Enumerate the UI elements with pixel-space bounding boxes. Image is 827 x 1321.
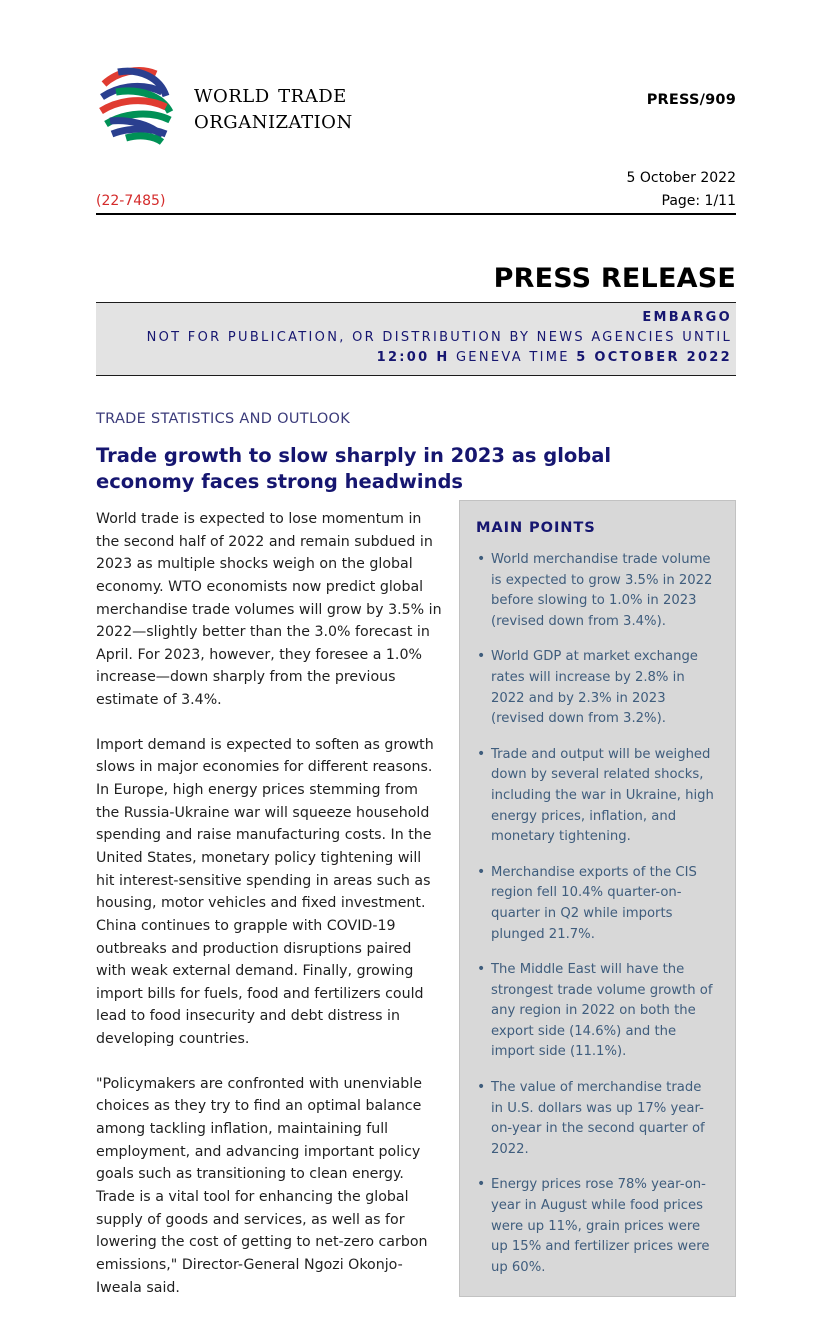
list-item: • Merchandise exports of the CIS region fell 10.4% quarter-on-quarter in Q2 while imports plunged 21.7%. bbox=[476, 863, 717, 945]
list-item: • The value of merchandise trade in U.S. dollars was up 17% year-on-year in the second quarter of 2022. bbox=[476, 1078, 717, 1160]
document-header bbox=[96, 62, 736, 215]
press-release-title: PRESS RELEASE bbox=[493, 263, 736, 294]
embargo-time: 12:00 H bbox=[376, 350, 450, 366]
article-paragraph: "Policymakers are confronted with unenviable choices as they try to find an optimal balance among tackling inflation, maintaining full employment, and advancing important policy goals such as transitioning to clean energy. Trade is a vital tool for enhancing the global supply of goods and services, as well as for lowering the cost of getting to net-zero carbon emissions," Director-General Ngozi Okonjo-Iweala said. bbox=[96, 1075, 428, 1296]
embargo-date: 5 OCTOBER 2022 bbox=[576, 350, 732, 366]
document-date: 5 October 2022 bbox=[626, 170, 736, 186]
embargo-timezone: GENEVA TIME bbox=[455, 350, 570, 366]
article-paragraph: Import demand is expected to soften as growth slows in major economies for different reasons. In Europe, high energy prices stemming from the Russia-Ukraine war will squeeze household spending and raise manufacturing costs. In the United States, monetary policy tightening will hit interest-sensitive spending in areas such as housing, motor vehicles and fixed investment. China continues to grapple with COVID-19 outbreaks and production disruptions paired with weak external demand. Finally, growing import bills for fuels, food and fertilizers could lead to food insecurity and debt distress in developing countries. bbox=[96, 736, 434, 1048]
list-item: • Trade and output will be weighed down by several related shocks, including the war in Ukraine, high energy prices, inflation, and monetary tightening. bbox=[476, 745, 717, 848]
page-number: Page: 1/11 bbox=[661, 193, 736, 209]
embargo-datetime bbox=[100, 348, 732, 368]
wordmark-line-1: world trade bbox=[194, 78, 347, 108]
header-top-row bbox=[96, 62, 736, 148]
wto-branding bbox=[96, 62, 353, 148]
embargo-restriction: NOT FOR PUBLICATION, OR DISTRIBUTION BY NEWS AGENCIES UNTIL bbox=[146, 330, 732, 346]
embargo-label: EMBARGO bbox=[642, 310, 732, 325]
list-item: • World merchandise trade volume is expected to grow 3.5% in 2022 before slowing to 1.0% in 2023 (revised down from 3.4%). bbox=[476, 550, 717, 632]
article-kicker: TRADE STATISTICS AND OUTLOOK bbox=[96, 411, 351, 427]
job-number: (22-7485) bbox=[96, 193, 166, 209]
main-points-list bbox=[476, 550, 717, 1278]
article-body bbox=[96, 508, 444, 1321]
wordmark-line-2: organization bbox=[194, 105, 353, 134]
main-points-heading: MAIN POINTS bbox=[476, 519, 596, 536]
list-item: • The Middle East will have the strongest trade volume growth of any region in 2022 on both the export side (14.6%) and the import side (11.1%). bbox=[476, 960, 717, 1063]
list-item: • Energy prices rose 78% year-on-year in August while food prices were up 11%, grain prices were up 15% and fertilizer prices were up 60%. bbox=[476, 1175, 717, 1278]
main-points-box bbox=[459, 500, 736, 1297]
list-item: • World GDP at market exchange rates will increase by 2.8% in 2022 and by 2.3% in 2023 (revised down from 3.2%). bbox=[476, 647, 717, 729]
document-symbol: PRESS/909 bbox=[646, 92, 736, 108]
article-headline: Trade growth to slow sharply in 2023 as global economy faces strong headwinds bbox=[96, 444, 612, 494]
header-divider bbox=[96, 213, 736, 215]
embargo-notice bbox=[96, 302, 736, 376]
wto-wordmark bbox=[194, 77, 353, 134]
article-paragraph: World trade is expected to lose momentum in the second half of 2022 and remain subdued in 2023 as multiple shocks weigh on the global economy. WTO economists now predict global merchandise trade volumes will grow by 3.5% in 2022—slightly better than the 3.0% forecast in April. For 2023, however, they foresee a 1.0% increase—down sharply from the previous estimate of 3.4%. bbox=[96, 511, 442, 709]
wto-logo-icon bbox=[96, 62, 180, 148]
header-bottom-row bbox=[96, 193, 736, 213]
